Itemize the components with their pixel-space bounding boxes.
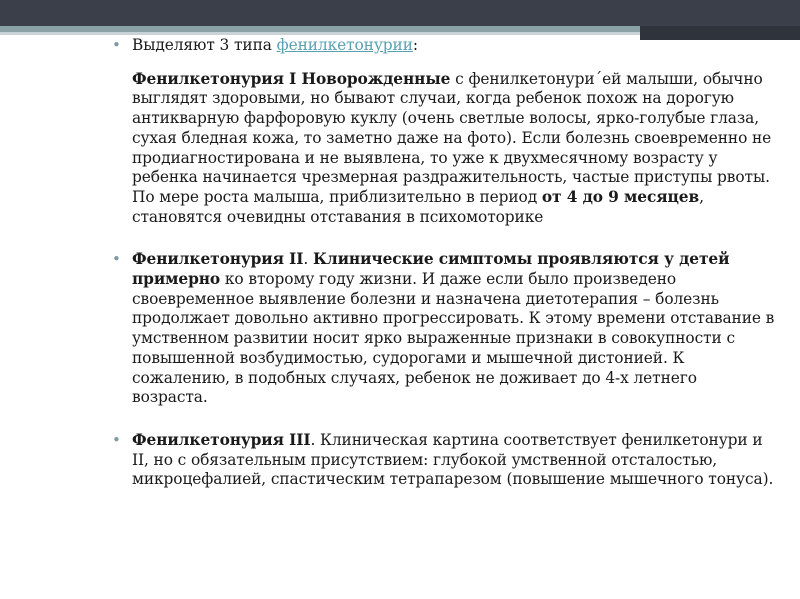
type2-item <box>112 250 777 408</box>
type3-title: Фенилкетонурия III <box>132 430 311 449</box>
type1-text1: с фенилкетонури´ей малыши, обычно выглядят здоровыми, но бывают случаи, когда ребенок похож на дорогую антикварную фарфоровую куклу (очень светлые волосы, ярко-голубые глаза, сухая бледная кожа, то заметно даже на фото). Если болезнь своевременно не продиагностирована и не выявлена, то уже к двухмесячному возрасту у ребенка начинается чрезмерная раздражительность, частые приступы рвоты. По мере роста малыша, приблизительно в период <box>132 69 772 206</box>
bullet-icon: • <box>112 36 121 54</box>
intro-prefix: Выделяют 3 типа <box>132 36 277 54</box>
type2-bold-lead: Клинические симптомы проявляются у детей примерно <box>132 250 730 289</box>
type2-text: ко второму году жизни. И даже если было произведено своевременное выявление болезни и назначена диетотерапия – болезнь продолжает довольно активно прогрессировать. К этому времени отставание в умственном развитии носит ярко выраженные признаки в совокупности с повышенной возбудимостью, судорогами и мышечной дистонией. К сожалению, в подобных случаях, ребенок не доживает до 4-х летнего возраста. <box>132 270 775 407</box>
phenylketonuria-link[interactable]: фенилкетонурии <box>276 36 413 54</box>
type2-title: Фенилкетонурия II <box>132 250 304 269</box>
top-accent-light-stripe <box>0 32 640 35</box>
type3-item <box>112 431 777 490</box>
type1-title: Фенилкетонурия I Новорожденные <box>132 69 451 88</box>
type1-age: от 4 до 9 месяцев <box>541 187 700 206</box>
type3-text: . Клиническая картина соответствует фенилкетонури и II, но с обязательным присутствием: глубокой умственной отсталостью, микроцефалией, спастическим тетрапарезом (повышение мышечного тонуса). <box>132 430 774 489</box>
intro-suffix: : <box>412 36 418 54</box>
type1-text2: , становятся очевидны отставания в психомоторике <box>132 187 704 226</box>
slide-content <box>112 36 777 490</box>
bullet-icon: • <box>112 250 121 269</box>
type1-paragraph <box>112 70 777 228</box>
top-decor-bar <box>0 0 800 26</box>
type2-sep: . <box>303 250 313 269</box>
bullet-icon: • <box>112 430 121 449</box>
intro-line <box>112 36 777 56</box>
